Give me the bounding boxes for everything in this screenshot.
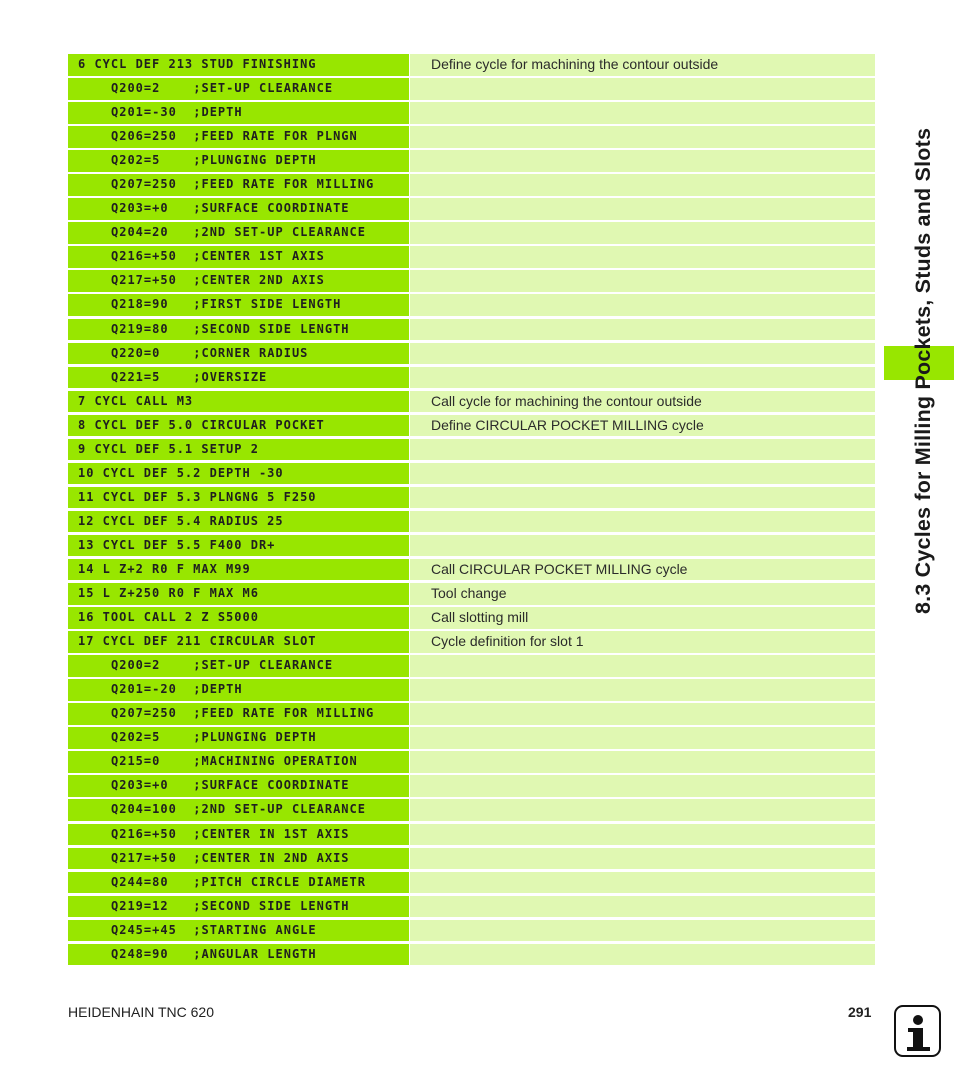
nc-block-description: [410, 102, 875, 124]
nc-block-code: Q217=+50 ;CENTER IN 2ND AXIS: [68, 848, 409, 870]
table-row: [68, 415, 875, 439]
nc-block-description: [410, 150, 875, 172]
table-row: [68, 872, 875, 896]
nc-block-code: 16 TOOL CALL 2 Z S5000: [68, 607, 409, 629]
nc-program-table: [68, 54, 875, 968]
nc-block-description: [410, 511, 875, 533]
nc-block-description: [410, 487, 875, 509]
nc-block-description: [410, 535, 875, 557]
table-row: [68, 198, 875, 222]
nc-block-description: [410, 872, 875, 894]
table-row: [68, 343, 875, 367]
table-row: [68, 102, 875, 126]
nc-block-code: Q204=20 ;2ND SET-UP CLEARANCE: [68, 222, 409, 244]
table-row: [68, 294, 875, 318]
nc-block-description: [410, 920, 875, 942]
table-row: [68, 126, 875, 150]
nc-block-code: 9 CYCL DEF 5.1 SETUP 2: [68, 439, 409, 461]
nc-block-code: Q220=0 ;CORNER RADIUS: [68, 343, 409, 365]
nc-block-description: [410, 343, 875, 365]
nc-block-code: Q245=+45 ;STARTING ANGLE: [68, 920, 409, 942]
nc-block-code: Q201=-30 ;DEPTH: [68, 102, 409, 124]
nc-block-description: [410, 198, 875, 220]
nc-block-code: Q207=250 ;FEED RATE FOR MILLING: [68, 703, 409, 725]
table-row: [68, 944, 875, 968]
table-row: [68, 703, 875, 727]
nc-block-code: Q203=+0 ;SURFACE COORDINATE: [68, 775, 409, 797]
table-row: [68, 848, 875, 872]
nc-block-description: [410, 655, 875, 677]
table-row: [68, 463, 875, 487]
table-row: [68, 655, 875, 679]
nc-block-description: [410, 319, 875, 341]
nc-block-description: [410, 246, 875, 268]
nc-block-code: 14 L Z+2 R0 F MAX M99: [68, 559, 409, 581]
table-row: [68, 559, 875, 583]
nc-block-code: Q218=90 ;FIRST SIDE LENGTH: [68, 294, 409, 316]
nc-block-code: Q200=2 ;SET-UP CLEARANCE: [68, 78, 409, 100]
nc-block-code: Q204=100 ;2ND SET-UP CLEARANCE: [68, 799, 409, 821]
table-row: [68, 727, 875, 751]
chapter-title: 8.3 Cycles for Milling Pockets, Studs and Slots: [911, 127, 935, 614]
nc-block-description: [410, 896, 875, 918]
nc-block-code: Q244=80 ;PITCH CIRCLE DIAMETR: [68, 872, 409, 894]
nc-block-code: Q248=90 ;ANGULAR LENGTH: [68, 944, 409, 966]
nc-block-code: 7 CYCL CALL M3: [68, 391, 409, 413]
table-row: [68, 367, 875, 391]
nc-block-description: [410, 367, 875, 389]
table-row: [68, 824, 875, 848]
nc-block-description: [410, 679, 875, 701]
nc-block-description: [410, 439, 875, 461]
nc-block-description: [410, 848, 875, 870]
nc-block-code: Q202=5 ;PLUNGING DEPTH: [68, 150, 409, 172]
table-row: [68, 631, 875, 655]
nc-block-description: Cycle definition for slot 1: [410, 631, 875, 653]
footer-manual-name: HEIDENHAIN TNC 620: [68, 1004, 215, 1020]
table-row: [68, 799, 875, 823]
table-row: [68, 896, 875, 920]
page-number: 291: [848, 1004, 872, 1020]
table-row: [68, 535, 875, 559]
table-row: [68, 222, 875, 246]
nc-block-description: Call cycle for machining the contour outside: [410, 391, 875, 413]
nc-block-description: [410, 463, 875, 485]
nc-block-code: Q201=-20 ;DEPTH: [68, 679, 409, 701]
nc-block-description: [410, 126, 875, 148]
nc-block-code: Q206=250 ;FEED RATE FOR PLNGN: [68, 126, 409, 148]
table-row: [68, 78, 875, 102]
table-row: [68, 775, 875, 799]
nc-block-description: Define cycle for machining the contour outside: [410, 54, 875, 76]
nc-block-description: Call CIRCULAR POCKET MILLING cycle: [410, 559, 875, 581]
table-row: [68, 487, 875, 511]
table-row: [68, 679, 875, 703]
nc-block-description: [410, 703, 875, 725]
table-row: [68, 54, 875, 78]
nc-block-code: 15 L Z+250 R0 F MAX M6: [68, 583, 409, 605]
table-row: [68, 150, 875, 174]
nc-block-code: 17 CYCL DEF 211 CIRCULAR SLOT: [68, 631, 409, 653]
table-row: [68, 511, 875, 535]
table-row: [68, 583, 875, 607]
nc-block-code: Q216=+50 ;CENTER IN 1ST AXIS: [68, 824, 409, 846]
nc-block-description: [410, 294, 875, 316]
nc-block-code: Q200=2 ;SET-UP CLEARANCE: [68, 655, 409, 677]
nc-block-code: 12 CYCL DEF 5.4 RADIUS 25: [68, 511, 409, 533]
nc-block-code: Q207=250 ;FEED RATE FOR MILLING: [68, 174, 409, 196]
nc-block-description: Tool change: [410, 583, 875, 605]
nc-block-description: [410, 727, 875, 749]
nc-block-description: [410, 751, 875, 773]
nc-block-description: [410, 799, 875, 821]
nc-block-description: [410, 174, 875, 196]
nc-block-description: [410, 270, 875, 292]
table-row: [68, 174, 875, 198]
nc-block-code: Q221=5 ;OVERSIZE: [68, 367, 409, 389]
nc-block-code: 6 CYCL DEF 213 STUD FINISHING: [68, 54, 409, 76]
nc-block-description: [410, 775, 875, 797]
nc-block-description: Define CIRCULAR POCKET MILLING cycle: [410, 415, 875, 437]
nc-block-code: 11 CYCL DEF 5.3 PLNGNG 5 F250: [68, 487, 409, 509]
nc-block-code: 13 CYCL DEF 5.5 F400 DR+: [68, 535, 409, 557]
nc-block-code: Q219=12 ;SECOND SIDE LENGTH: [68, 896, 409, 918]
nc-block-code: Q219=80 ;SECOND SIDE LENGTH: [68, 319, 409, 341]
nc-block-code: Q202=5 ;PLUNGING DEPTH: [68, 727, 409, 749]
table-row: [68, 751, 875, 775]
table-row: [68, 920, 875, 944]
nc-block-description: [410, 824, 875, 846]
table-row: [68, 439, 875, 463]
table-row: [68, 270, 875, 294]
nc-block-description: [410, 78, 875, 100]
info-icon: [894, 1005, 941, 1057]
nc-block-code: 8 CYCL DEF 5.0 CIRCULAR POCKET: [68, 415, 409, 437]
nc-block-description: Call slotting mill: [410, 607, 875, 629]
nc-block-code: Q217=+50 ;CENTER 2ND AXIS: [68, 270, 409, 292]
table-row: [68, 319, 875, 343]
table-row: [68, 607, 875, 631]
nc-block-code: 10 CYCL DEF 5.2 DEPTH -30: [68, 463, 409, 485]
nc-block-description: [410, 222, 875, 244]
nc-block-code: Q203=+0 ;SURFACE COORDINATE: [68, 198, 409, 220]
nc-block-description: [410, 944, 875, 966]
nc-block-code: Q215=0 ;MACHINING OPERATION: [68, 751, 409, 773]
table-row: [68, 391, 875, 415]
nc-block-code: Q216=+50 ;CENTER 1ST AXIS: [68, 246, 409, 268]
table-row: [68, 246, 875, 270]
